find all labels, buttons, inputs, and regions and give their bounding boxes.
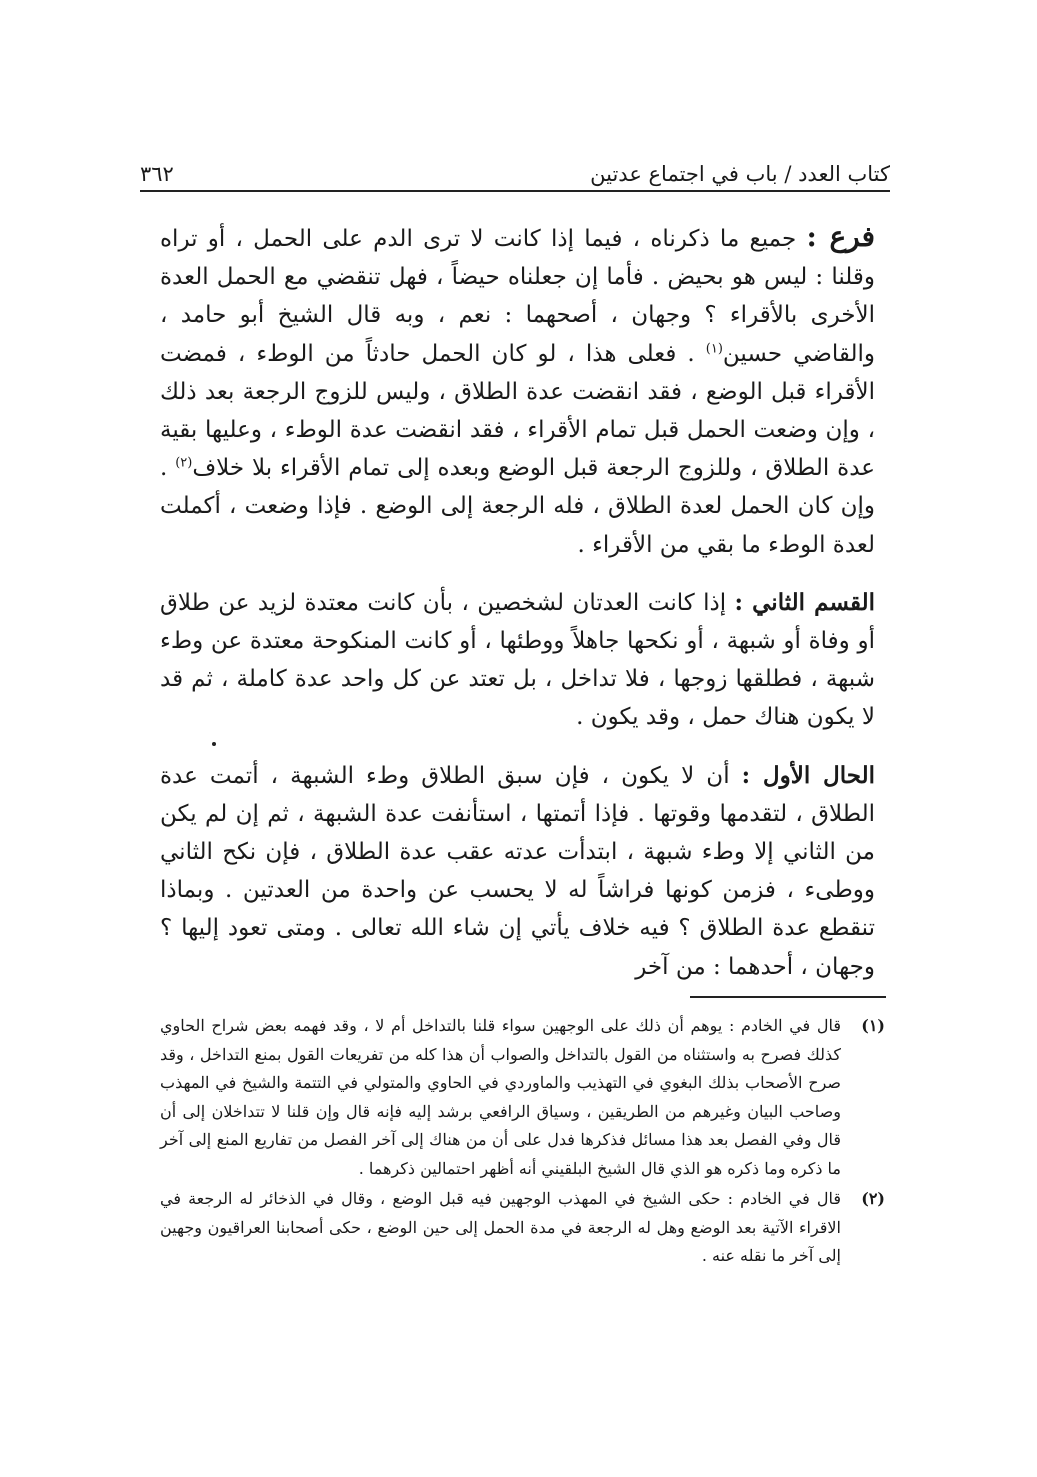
footnote-text: قال في الخادم : يوهم أن ذلك على الوجهين سواء قلنا بالتداخل أم لا ، وقد فهمه بعض شراح الحاوي كذلك فصرح به واستثناه من القول بالتداخل والصواب أن هذا كله من تفريعات القول بمنع التداخل ، وقد صرح الأصحاب بذلك البغوي في التهذيب والماوردي في الحاوي والمتولي في التتمة والشيخ في المهذب وصاحب البيان وغيرهم من الطريقين ، وسياق الرافعي برشد إليه فإنه قال وإن قلنا لا تتداخلان إلى أن قال وفي الفصل بعد هذا مسائل فذكرها فدل على أن من هناك إلى آخر الفصل من تفاريع المنع إلى آخر ما ذكره وما ذكره هو الذي قال الشيخ البلقيني أنه أظهر احتمالين ذكرهما . — [160, 1016, 841, 1178]
paragraph-far — [160, 218, 875, 564]
footnote-text: قال في الخادم : حكى الشيخ في المهذب الوجهين فيه قبل الوضع ، وقال في الذخائر له الرجعة في الاقراء الآتية بعد الوضع وهل له الرجعة في مدة الحمل إلى حين الوضع ، حكى أصحابنا العراقيون وجهين إلى آخر ما نقله عنه . — [160, 1189, 842, 1265]
footnote-number: (١) — [861, 1016, 885, 1035]
footnote-ref-1[interactable]: (١) — [705, 340, 723, 356]
header-rule — [140, 190, 890, 192]
paragraph-first-case — [160, 757, 875, 986]
paragraph-text: جميع ما ذكرناه ، فيما إذا كانت لا ترى الدم على الحمل ، أو تراه وقلنا : ليس هو بحيض . فأما إن جعلناه حيضاً ، فهل تنقضي مع الحمل العدة الأخرى بالأقراء ؟ وجهان ، أصحهما : نعم ، وبه قال الشيخ أبو حامد ، والقاضي حسين — [160, 226, 876, 367]
paragraph-text: . وإن كان الحمل لعدة الطلاق ، فله الرجعة إلى الوضع . فإذا وضعت ، أكملت لعدة الوطء ما بقي من الأقراء . — [160, 455, 875, 558]
paragraph-text: . فعلى هذا ، لو كان الحمل حادثاً من الوطء ، فمضت الأقراء قبل الوضع ، فقد انقضت عدة الطلاق ، وليس للزوج الرجعة بعد ذلك ، وإن وضعت الحمل قبل تمام الأقراء ، فقد انقضت عدة الوطء ، وعليها بقية عدة الطلاق ، وللزوج الرجعة قبل الوضع وبعده إلى تمام الأقراء بلا خلاف — [160, 340, 875, 482]
paragraph-lead: فرع : — [806, 220, 876, 253]
paragraph-lead: الحال الأول : — [741, 761, 875, 789]
footnote-number: (٢) — [861, 1189, 885, 1208]
paragraph-lead: القسم الثاني : — [734, 588, 876, 616]
running-title: كتاب العدد / باب في اجتماع عدتين — [590, 162, 890, 186]
paragraph-text: إذا كانت العدتان لشخصين ، بأن كانت معتدة لزيد عن طلاق أو وفاة أو شبهة ، أو نكحها جاهلاً ووطئها ، أو كانت المنكوحة معتدة عن وطء شبهة ، فطلقها زوجها ، فلا تداخل ، بل تعتد عن كل واحد عدة كاملة ، ثم قد لا يكون هناك حمل ، وقد يكون . — [160, 589, 875, 731]
page-number: ٣٦٢ — [140, 162, 174, 186]
page-header — [140, 150, 890, 186]
footnote-ref-2[interactable]: (٢) — [175, 455, 193, 471]
footnote-2 — [160, 1185, 885, 1271]
footnotes — [160, 1012, 885, 1273]
main-text — [160, 218, 875, 986]
paragraph-text: أن لا يكون ، فإن سبق الطلاق وطء الشبهة ، أتمت عدة الطلاق ، لتقدمها وقوتها . فإذا أتمتها ، استأنفت عدة الشبهة ، ثم إن لم يكن من الثاني إلا وطء شبهة ، ابتدأت عدته عقب عدة الطلاق ، فإن نكح الثاني ووطىء ، فزمن كونها فراشاً له لا يحسب عن واحدة من العدتين . وبماذا تنقطع عدة الطلاق ؟ فيه خلاف يأتي إن شاء الله تعالى . ومتى تعود إليها ؟ وجهان ، أحدهما : من آخر — [160, 762, 875, 980]
footnote-1 — [160, 1012, 885, 1183]
paragraph-second-section — [160, 584, 875, 737]
footnote-rule — [690, 996, 886, 998]
stray-dot — [212, 742, 216, 746]
